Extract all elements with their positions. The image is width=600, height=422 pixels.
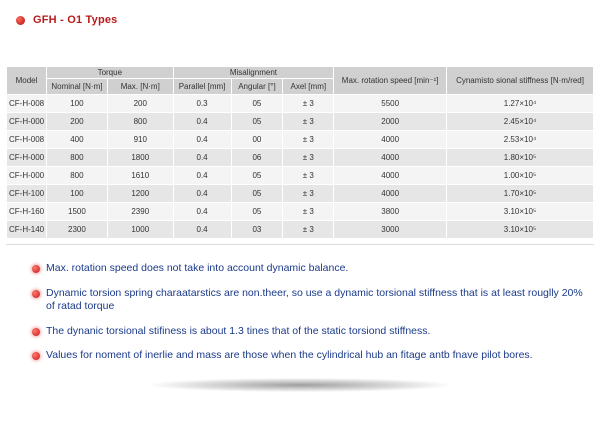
red-bullet-icon xyxy=(32,352,40,360)
header-max: Max. [N·m] xyxy=(107,79,173,95)
cell-nominal: 200 xyxy=(46,113,107,131)
cell-nominal: 800 xyxy=(46,149,107,167)
cell-stiffness: 3.10×10⁵ xyxy=(447,221,594,239)
section-title-text: GFH - O1 Types xyxy=(33,14,118,26)
cell-parallel: 0.4 xyxy=(173,167,231,185)
cell-axial: ± 3 xyxy=(283,131,334,149)
cell-stiffness: 2.53×10⁴ xyxy=(447,131,594,149)
cell-model: CF-H-000 xyxy=(7,149,47,167)
cell-model: CF-H-008 xyxy=(7,95,47,113)
cell-speed: 4000 xyxy=(334,185,447,203)
table-row xyxy=(7,131,594,149)
cell-nominal: 100 xyxy=(46,185,107,203)
cell-axial: ± 3 xyxy=(283,221,334,239)
cell-axial: ± 3 xyxy=(283,149,334,167)
header-misalignment: Misalignment xyxy=(173,67,334,79)
cell-speed: 5500 xyxy=(334,95,447,113)
note-item xyxy=(32,325,592,339)
table-row xyxy=(7,203,594,221)
cell-angular: 05 xyxy=(231,185,283,203)
cell-angular: 00 xyxy=(231,131,283,149)
cell-parallel: 0.4 xyxy=(173,149,231,167)
cell-nominal: 400 xyxy=(46,131,107,149)
cell-max: 1200 xyxy=(107,185,173,203)
cell-axial: ± 3 xyxy=(283,167,334,185)
cell-parallel: 0.4 xyxy=(173,221,231,239)
header-parallel: Parallel [mm] xyxy=(173,79,231,95)
cell-model: CF-H-100 xyxy=(7,185,47,203)
cell-speed: 2000 xyxy=(334,113,447,131)
cell-angular: 03 xyxy=(231,221,283,239)
notes-list xyxy=(32,262,592,374)
cell-speed: 4000 xyxy=(334,131,447,149)
table-row xyxy=(7,149,594,167)
cell-angular: 05 xyxy=(231,113,283,131)
note-text: Values for noment of inerlie and mass are those when the cylindrical hub an fitage antb fnave pilot bores. xyxy=(46,349,533,361)
cell-model: CF-H-000 xyxy=(7,167,47,185)
cell-axial: ± 3 xyxy=(283,185,334,203)
header-nominal: Nominal [N·m] xyxy=(46,79,107,95)
cell-angular: 06 xyxy=(231,149,283,167)
header-dynamic-torsional-stiffness: Cynamisto sional stiffness [N·m/red] xyxy=(447,67,594,95)
table-row xyxy=(7,185,594,203)
header-axial: Axel [mm] xyxy=(283,79,334,95)
cell-max: 2390 xyxy=(107,203,173,221)
cell-axial: ± 3 xyxy=(283,203,334,221)
cell-parallel: 0.4 xyxy=(173,203,231,221)
cell-speed: 3800 xyxy=(334,203,447,221)
table-row xyxy=(7,167,594,185)
cell-parallel: 0.4 xyxy=(173,113,231,131)
table-row xyxy=(7,221,594,239)
cell-nominal: 1500 xyxy=(46,203,107,221)
cell-stiffness: 1.80×10⁵ xyxy=(447,149,594,167)
cell-parallel: 0.3 xyxy=(173,95,231,113)
table-row xyxy=(7,113,594,131)
note-text: Max. rotation speed does not take into account dynamic balance. xyxy=(46,262,349,274)
cell-axial: ± 3 xyxy=(283,95,334,113)
note-text: The dynanic torsional stifiness is about 1.3 tines that of the static torsiond stiffness. xyxy=(46,324,431,337)
cell-angular: 05 xyxy=(231,167,283,185)
cell-max: 200 xyxy=(107,95,173,113)
cell-max: 1800 xyxy=(107,149,173,167)
note-item xyxy=(32,287,592,314)
cell-stiffness: 1.70×10⁵ xyxy=(447,185,594,203)
section-title xyxy=(16,14,118,26)
cell-model: CF-H-140 xyxy=(7,221,47,239)
decorative-shadow xyxy=(150,378,450,392)
red-bullet-icon xyxy=(32,290,40,298)
spec-table xyxy=(6,66,594,239)
cell-nominal: 2300 xyxy=(46,221,107,239)
cell-axial: ± 3 xyxy=(283,113,334,131)
cell-model: CF-H-000 xyxy=(7,113,47,131)
red-bullet-icon xyxy=(32,328,40,336)
cell-max: 1610 xyxy=(107,167,173,185)
cell-max: 800 xyxy=(107,113,173,131)
table-row xyxy=(7,95,594,113)
cell-speed: 4000 xyxy=(334,167,447,185)
table-divider xyxy=(6,244,594,245)
cell-max: 1000 xyxy=(107,221,173,239)
red-bullet-icon xyxy=(32,265,40,273)
cell-model: CF-H-008 xyxy=(7,131,47,149)
cell-speed: 3000 xyxy=(334,221,447,239)
cell-model: CF-H-160 xyxy=(7,203,47,221)
cell-stiffness: 3.10×10⁵ xyxy=(447,203,594,221)
header-angular: Angular [°] xyxy=(231,79,283,95)
cell-angular: 05 xyxy=(231,95,283,113)
cell-nominal: 800 xyxy=(46,167,107,185)
cell-speed: 4000 xyxy=(334,149,447,167)
header-torque: Torque xyxy=(46,67,173,79)
note-text: Dynamic torsion spring charaatarstics are non.theer, so use a dynamic torsional stiffness that is at least rouglly 20% of ratad torque xyxy=(46,286,583,312)
header-model: Model xyxy=(7,67,47,95)
cell-stiffness: 2.45×10⁴ xyxy=(447,113,594,131)
cell-parallel: 0.4 xyxy=(173,131,231,149)
cell-angular: 05 xyxy=(231,203,283,221)
cell-nominal: 100 xyxy=(46,95,107,113)
cell-stiffness: 1.00×10⁵ xyxy=(447,167,594,185)
note-item xyxy=(32,262,592,276)
title-bullet-icon xyxy=(16,16,25,25)
note-item xyxy=(32,349,592,363)
header-max-rotation-speed: Max. rotation speed [min⁻¹] xyxy=(334,67,447,95)
cell-max: 910 xyxy=(107,131,173,149)
cell-parallel: 0.4 xyxy=(173,185,231,203)
cell-stiffness: 1.27×10⁴ xyxy=(447,95,594,113)
